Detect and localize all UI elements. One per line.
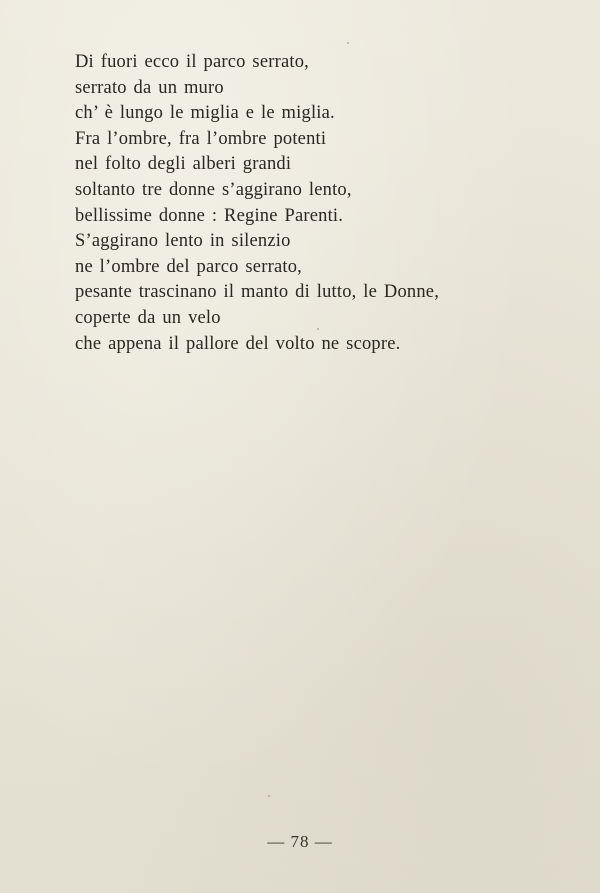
poem-line: che appena il pallore del volto ne scopre. (75, 333, 401, 354)
poem-line: ch’ è lungo le miglia e le miglia. (75, 103, 335, 124)
poem-line: Fra l’ombre, fra l’ombre potenti (75, 128, 327, 149)
poem-line: ne l’ombre del parco serrato, (75, 256, 302, 277)
poem-line: coperte da un velo (75, 307, 221, 328)
poem-line: soltanto tre donne s’aggirano lento, (75, 179, 352, 200)
poem-line: bellissime donne : Regine Parenti. (75, 205, 344, 226)
poem-line: serrato da un muro (75, 77, 224, 98)
poem-line: Di fuori ecco il parco serrato, (75, 52, 309, 72)
paper-speck (268, 795, 270, 797)
poem-line: S’aggirano lento in silenzio (75, 231, 291, 252)
page-number: — 78 — (267, 832, 333, 851)
paper-speck (347, 42, 349, 44)
poem-text (75, 50, 575, 357)
poem-line: pesante trascinano il manto di lutto, le Donne, (75, 282, 440, 303)
poem-line: nel folto degli alberi grandi (75, 154, 292, 175)
